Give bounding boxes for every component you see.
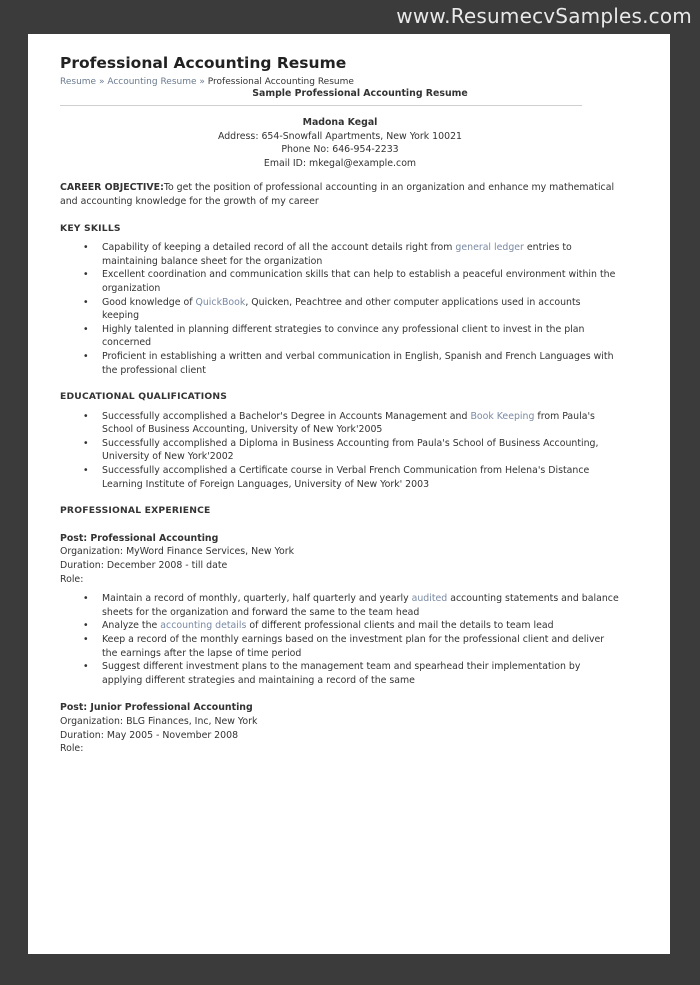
contact-block — [60, 116, 620, 170]
education-list — [60, 410, 620, 492]
list-item-text: Highly talented in planning different strategies to convince any professional client to invest in the plan concerned — [102, 323, 585, 349]
quickbook-link[interactable]: QuickBook — [195, 296, 246, 308]
list-item-text: Analyze the — [102, 620, 161, 632]
accounting-details-link[interactable]: accounting details — [160, 620, 247, 632]
list-item-text: Good knowledge of — [102, 296, 196, 308]
job-entry — [60, 701, 620, 755]
list-item-text: , Quicken, Peachtree and other computer applications used in accounts keeping — [102, 296, 581, 322]
list-item-text: Proficient in establishing a written and verbal communication in English, Spanish and French Languages with the professional client — [102, 350, 614, 376]
job-responsibilities — [60, 592, 620, 687]
job-role-label: Role: — [60, 573, 84, 585]
list-item — [60, 350, 620, 377]
list-item — [60, 410, 620, 437]
list-item-text: from Paula's School of Business Accounting, University of New York'2005 — [102, 410, 595, 436]
contact-email: Email ID: mkegal@example.com — [263, 157, 417, 169]
list-item — [60, 296, 620, 323]
resume-document — [60, 54, 620, 756]
list-item — [60, 592, 620, 619]
audited-link[interactable]: audited — [411, 593, 448, 605]
key-skills-list — [60, 241, 620, 377]
job-post-title: Post: Professional Accounting — [60, 532, 219, 544]
breadcrumb — [60, 77, 620, 88]
job-entry — [60, 532, 620, 688]
contact-address: Address: 654-Snowfall Apartments, New York 10021 — [217, 130, 462, 142]
list-item-text: Maintain a record of monthly, quarterly, half quarterly and yearly — [102, 593, 412, 605]
book-keeping-link[interactable]: Book Keeping — [470, 410, 535, 422]
list-item-text: Excellent coordination and communication skills that can help to establish a peaceful environment within the organization — [102, 269, 616, 294]
career-objective — [60, 181, 620, 208]
experience-heading: PROFESSIONAL EXPERIENCE — [60, 505, 211, 517]
list-item-text: Suggest different investment plans to the management team and spearhead their implementation by applying different strategies and maintaining a record of the same — [102, 661, 581, 686]
job-organization: Organization: BLG Finances, Inc, New York — [60, 715, 258, 727]
job-post-title: Post: Junior Professional Accounting — [60, 702, 253, 714]
list-item-text: entries to maintaining balance sheet for the organization — [102, 242, 572, 267]
list-item-text: Successfully accomplished a Diploma in Business Accounting from Paula's School of Business Accounting, University of New York'2002 — [102, 437, 599, 463]
general-ledger-link[interactable]: general ledger — [455, 242, 524, 254]
education-heading: EDUCATIONAL QUALIFICATIONS — [60, 391, 228, 403]
list-item-text: Successfully accomplished a Certificate course in Verbal French Communication from Helena's Distance Learning Institute of Foreign Languages, University of New York' 2003 — [102, 465, 590, 490]
page-title: Professional Accounting Resume — [60, 54, 347, 72]
job-role-label: Role: — [60, 743, 84, 755]
career-objective-text: To get the position of professional accounting in an organization and enhance my mathematical and accounting knowledge for the growth of my career — [60, 182, 615, 207]
list-item-text: accounting statements and balance sheets for the organization and forward the same to the team head — [102, 593, 619, 618]
list-item — [60, 660, 620, 687]
list-item — [60, 241, 620, 268]
job-duration: Duration: December 2008 - till date — [60, 560, 228, 572]
list-item — [60, 323, 620, 350]
key-skills-heading: KEY SKILLS — [60, 222, 121, 234]
list-item-text: of different professional clients and mail the details to team lead — [246, 620, 554, 632]
job-organization: Organization: MyWord Finance Services, New York — [60, 546, 295, 558]
breadcrumb-resume-link[interactable]: Resume — [60, 77, 97, 87]
divider — [60, 105, 582, 106]
list-item — [60, 464, 620, 491]
breadcrumb-separator: » — [196, 77, 208, 87]
job-duration: Duration: May 2005 - November 2008 — [60, 729, 239, 741]
contact-phone: Phone No: 646-954-2233 — [281, 144, 399, 156]
list-item-text: Capability of keeping a detailed record of all the account details right from — [102, 242, 456, 254]
list-item — [60, 268, 620, 295]
list-item-text: Successfully accomplished a Bachelor's Degree in Accounts Management and — [102, 410, 471, 422]
breadcrumb-accounting-link[interactable]: Accounting Resume — [107, 77, 197, 87]
list-item — [60, 437, 620, 464]
subtitle: Sample Professional Accounting Resume — [252, 88, 468, 99]
list-item — [60, 633, 620, 660]
breadcrumb-separator: » — [96, 77, 108, 87]
candidate-name: Madona Kegal — [302, 117, 378, 128]
watermark: www.ResumecvSamples.com — [396, 4, 692, 28]
list-item — [60, 619, 620, 633]
breadcrumb-current: Professional Accounting Resume — [207, 77, 354, 87]
list-item-text: Keep a record of the monthly earnings based on the investment plan for the professional client and deliver the earnings after the lapse of time period — [102, 634, 605, 659]
career-objective-label: CAREER OBJECTIVE: — [60, 182, 164, 194]
